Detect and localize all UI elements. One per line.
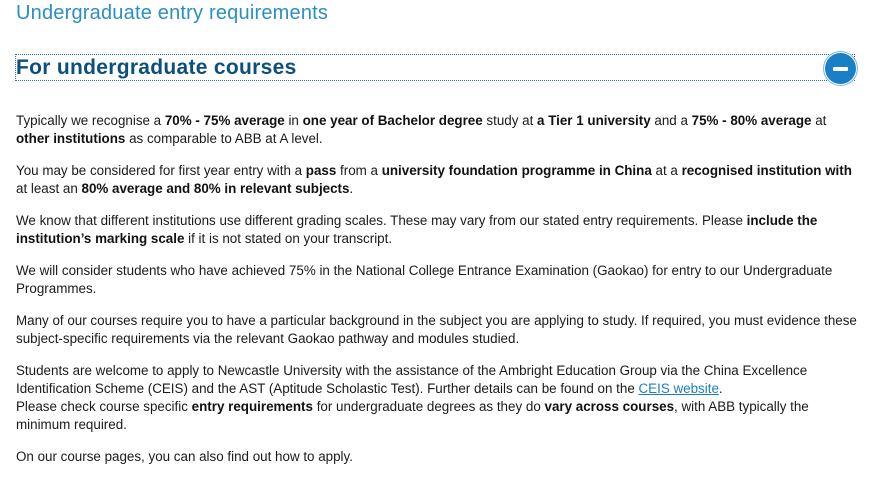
bold-text: university foundation programme in China: [381, 163, 652, 178]
text: Please check course specific: [16, 399, 192, 414]
bold-text: pass: [305, 163, 337, 178]
bold-text: entry requirements: [191, 399, 313, 414]
text: , with ABB typically the minimum required.: [16, 399, 809, 432]
text: study at: [482, 113, 538, 128]
bold-text: vary across courses: [544, 399, 675, 414]
text: if it is not stated on your transcript.: [184, 231, 393, 246]
text: in: [284, 113, 303, 128]
text: at: [811, 113, 827, 128]
text: .: [718, 381, 723, 396]
text: and a: [650, 113, 692, 128]
text: On our course pages, you can also find out how to apply.: [16, 449, 353, 464]
text: Typically we recognise a: [16, 113, 165, 128]
text: You may be considered for first year entry with a: [16, 163, 306, 178]
minus-icon: [833, 67, 848, 71]
ceis-website-link[interactable]: CEIS website: [638, 381, 719, 396]
text: We know that different institutions use different grading scales. These may vary from our stated entry requirements. Please: [16, 213, 747, 228]
bold-text: a Tier 1 university: [537, 113, 651, 128]
accordion-header[interactable]: [15, 54, 855, 81]
bold-text: recognised institution with: [681, 163, 852, 178]
text: Students are welcome to apply to Newcastle University with the assistance of the Ambright Education Group via the China Excellence Identification Scheme (CEIS) and the AST (Aptitude Scholastic Test). Further details can be found on the: [16, 363, 808, 396]
text: .: [349, 181, 354, 196]
bold-text: 75% - 80% average: [691, 113, 812, 128]
bold-text: 80% average and 80% in relevant subjects: [81, 181, 350, 196]
text: as comparable to ABB at A level.: [125, 131, 323, 146]
bold-text: one year of Bachelor degree: [302, 113, 483, 128]
paragraph-grading-scales: [16, 212, 858, 248]
bold-text: include the institution’s marking scale: [16, 213, 818, 246]
paragraph-gaokao: [16, 262, 858, 298]
page-title: Undergraduate entry requirements: [16, 2, 329, 24]
paragraph-tier-average: [16, 112, 858, 148]
minus-circle-icon[interactable]: [825, 53, 856, 84]
accordion-title[interactable]: For undergraduate courses: [16, 56, 297, 79]
accordion-content: [16, 112, 858, 480]
text: We will consider students who have achieved 75% in the National College Entrance Examination (Gaokao) for entry to our Undergraduate Programmes.: [16, 263, 833, 296]
paragraph-ceis: [16, 362, 858, 434]
text: for undergraduate degrees as they do: [312, 399, 545, 414]
bold-text: other institutions: [16, 131, 126, 146]
paragraph-how-to-apply: [16, 448, 858, 466]
text: Many of our courses require you to have a particular background in the subject you are applying to study. If required, you must evidence these subject-specific requirements via the relevant Gaokao pathway and modules studied.: [16, 313, 857, 346]
bold-text: 70% - 75% average: [164, 113, 285, 128]
text: at least an: [16, 181, 82, 196]
text: at a: [651, 163, 682, 178]
text: from a: [336, 163, 382, 178]
paragraph-subject-requirements: [16, 312, 858, 348]
paragraph-foundation: [16, 162, 858, 198]
